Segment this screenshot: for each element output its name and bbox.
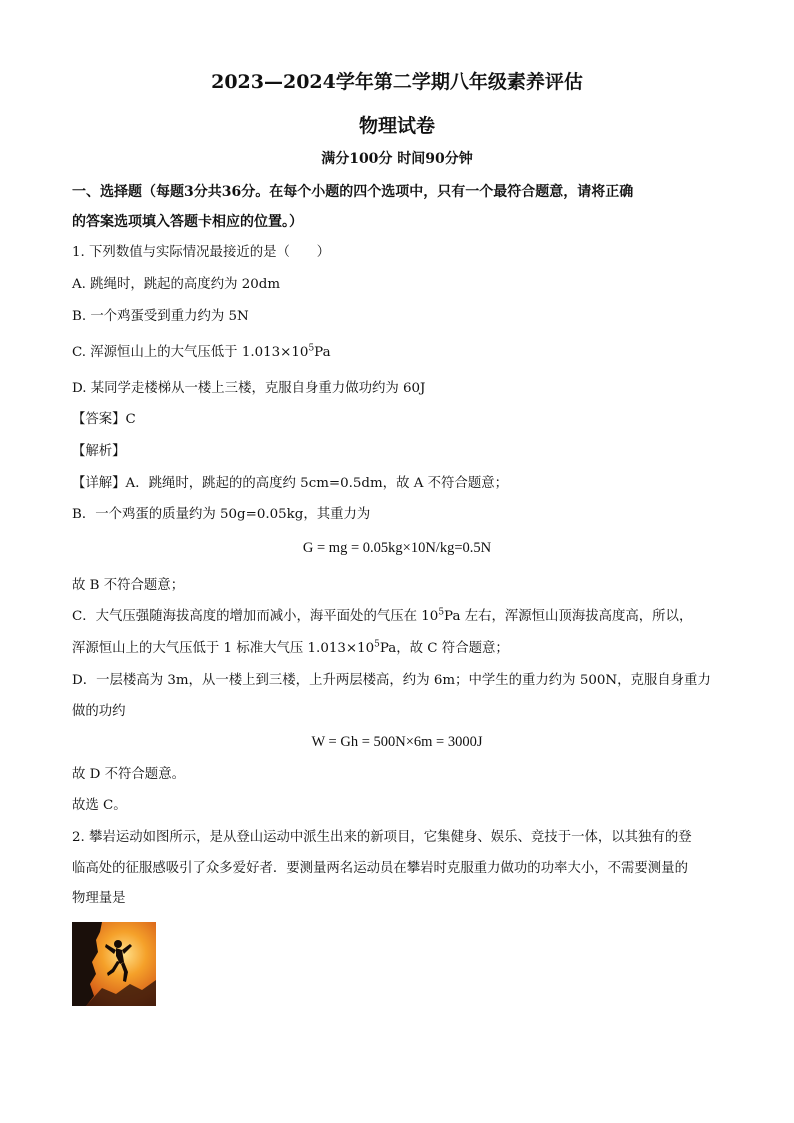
detail-c-line1 xyxy=(72,608,692,626)
q1-option-d: D. 某同学走楼梯从一楼上三楼，克服自身重力做功约为 60J xyxy=(72,381,426,396)
formula-b: G = mg = 0.05kg×10N/kg=0.5N xyxy=(302,540,492,556)
detail-c-line2-exponent: 5 xyxy=(374,639,380,650)
detail-b-end: 故 B 不符合题意； xyxy=(72,578,185,593)
q1-option-b: B. 一个鸡蛋受到重力约为 5N xyxy=(72,309,249,324)
paper-subtitle: 物理试卷 xyxy=(358,115,435,137)
q1-option-a: A. 跳绳时，跳起的高度约为 20dm xyxy=(72,277,281,292)
detail-c-line2 xyxy=(72,640,509,658)
answer-label: 【答案】C xyxy=(72,412,136,427)
section-heading-cont: 的答案选项填入答题卡相应的位置。） xyxy=(72,214,303,230)
formula-d: W = Gh = 500N×6m = 3000J xyxy=(311,734,483,750)
question-2-line1: 2. 攀岩运动如图所示，是从登山运动中派生出来的新项目，它集健身、娱乐、竞技于一体，以其独有的登 xyxy=(72,830,692,845)
detail-b: B．一个鸡蛋的质量约为 50g=0.05kg，其重力为 xyxy=(72,507,371,522)
question-2-line3: 物理量是 xyxy=(72,891,126,906)
question-1-stem: 1. 下列数值与实际情况最接近的是（ ） xyxy=(72,245,331,260)
question-2-line2: 临高处的征服感吸引了众多爱好者．要测量两名运动员在攀岩时克服重力做功的功率大小，不需要测量的 xyxy=(72,861,688,876)
q1-option-c-text: C. 浑源恒山上的大气压低于 1.013×10 xyxy=(72,345,309,360)
detail-c-line1-text: C．大气压强随海拔高度的增加而减小，海平面处的气压在 10 xyxy=(72,609,439,624)
q1-option-c xyxy=(72,344,331,362)
section-heading: 一、选择题（每题3分共36分。在每个小题的四个选项中，只有一个最符合题意，请将正确 xyxy=(72,184,634,200)
detail-a: 【详解】A．跳绳时，跳起的的高度约 5cm=0.5dm，故 A 不符合题意； xyxy=(72,476,508,491)
analysis-label: 【解析】 xyxy=(72,444,126,459)
detail-c-line2-rest: Pa，故 C 符合题意； xyxy=(379,641,509,656)
detail-c-line1-exponent: 5 xyxy=(438,607,445,618)
detail-c-line2-text: 浑源恒山上的大气压低于 1 标准大气压 1.013×10 xyxy=(72,641,375,656)
detail-d-line2: 做的功约 xyxy=(72,704,126,719)
detail-d-end: 故 D 不符合题意。 xyxy=(72,767,185,782)
detail-c-line1-rest: Pa 左右，浑源恒山顶海拔高度高，所以， xyxy=(444,609,693,624)
page-title: 2023—2024学年第二学期八年级素养评估 xyxy=(211,71,583,93)
exam-meta: 满分100分 时间90分钟 xyxy=(321,151,473,167)
detail-d-line1: D．一层楼高为 3m，从一楼上到三楼，上升两层楼高，约为 6m；中学生的重力约为 500N，克服自身重力 xyxy=(72,673,711,688)
q1-option-c-exponent: 5 xyxy=(308,343,315,354)
conclusion: 故选 C。 xyxy=(72,798,127,813)
q1-option-c-unit: Pa xyxy=(314,345,331,360)
rock-climber-image xyxy=(72,922,156,1006)
